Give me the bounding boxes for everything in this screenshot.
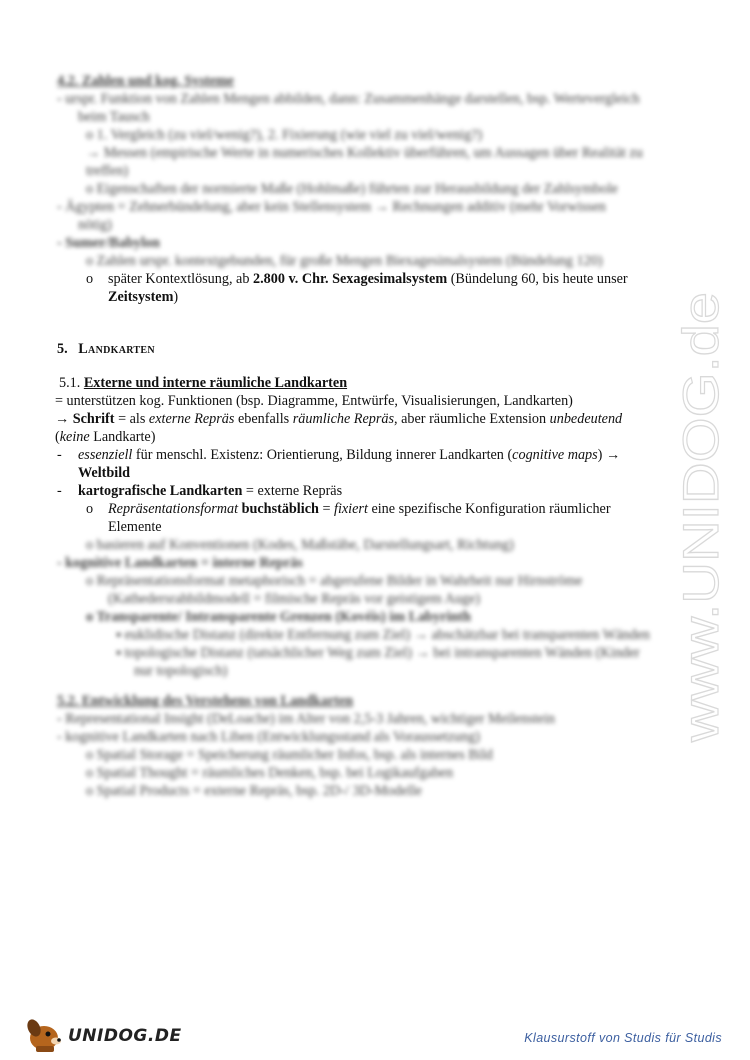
blurred-line: o basieren auf Konventionen (Kodes, Maßstäbe, Darstellungsart, Richtung) — [86, 537, 514, 553]
list-item-sexagesimal: später Kontextlösung, ab 2.800 v. Chr. Sexagesimalsystem (Bündelung 60, bis heute unser — [108, 271, 628, 287]
blurred-line: o Repräsentationsformat metaphorisch = abgerufene Bilder in Wahrheit nur Hirnströme — [86, 573, 583, 589]
blurred-line: - kognitive Landkarten nach Liben (Entwicklungsstand als Voraussetzung) — [57, 729, 481, 745]
blurred-line: nötig) — [78, 217, 112, 233]
blurred-line: - Sumer/Babylon — [57, 235, 160, 251]
blurred-line: o Spatial Products = externe Repräs, bsp. 2D-/ 3D-Modelle — [86, 783, 422, 799]
blurred-line: o Eigenschaften der normierte Maße (Hohlmaße) führten zur Herausbildung der Zahlsymbole — [86, 181, 618, 197]
blurred-line: o Transparente/ Intransparente Grenzen (Kovéis) im Labyrinth — [86, 609, 471, 625]
watermark — [640, 280, 750, 750]
blurred-line: o 1. Vergleich (zu viel/wenig?), 2. Fixierung (wie viel zu viel/wenig?) — [86, 127, 483, 143]
list-dash: - — [57, 483, 62, 499]
list-item-essenziell: essenziell für menschl. Existenz: Orientierung, Bildung innerer Landkarten (cognitive maps) → — [78, 447, 621, 463]
footer-tagline: Klausurstoff von Studis für Studis — [524, 1031, 722, 1045]
blurred-line: - Ägypten = Zehnerbündelung, aber kein Stellensystem → Rechnungen additiv (mehr Vorwissen — [57, 199, 606, 215]
dog-icon — [22, 1014, 70, 1054]
blurred-line: o Spatial Thought = räumliches Denken, bsp. bei Logikaufgaben — [86, 765, 454, 781]
blurred-line: treffen) — [86, 163, 129, 179]
paragraph-line: = unterstützen kog. Funktionen (bsp. Diagramme, Entwürfe, Visualisierungen, Landkarten) — [55, 393, 573, 409]
section-heading-5: 5. Landkarten — [57, 341, 155, 357]
paragraph-line: (keine Landkarte) — [55, 429, 156, 445]
watermark-text: www.UNIDOG.de — [673, 353, 729, 742]
paragraph-line: → Schrift = als externe Repräs ebenfalls räumliche Repräs, aber räumliche Extension unbedeutend — [55, 411, 623, 427]
list-dash: - — [57, 447, 62, 463]
blurred-line: o Zahlen urspr. kontextgebunden, für große Mengen Biexagesimalsystem (Bündelung 120) — [86, 253, 603, 269]
blurred-line: → Messen (empirische Werte in numerisches Kollektiv überführen, um Aussagen über Realität zu — [86, 145, 643, 161]
unidog-logo[interactable] — [22, 1014, 182, 1054]
list-item-kartografisch: kartografische Landkarten = externe Repräs — [78, 483, 343, 499]
blurred-line: (Kathedersrahbildmodell = filmische Repräs vor geistigem Auge) — [108, 591, 481, 607]
blurred-line: nur topologisch) — [134, 663, 228, 679]
list-bullet: o — [86, 271, 94, 287]
blurred-line: - urspr. Funktion von Zahlen Mengen abbilden, dann: Zusammenhänge darstellen, bsp. Wertevergleich — [57, 91, 640, 107]
section-heading-5-2: 5.2. Entwicklung des Verstehens von Landkarten — [57, 693, 354, 709]
blurred-line: - kognitive Landkarten = interne Repräs — [57, 555, 303, 571]
blurred-line: ▪ euklidische Distanz (direkte Entfernung zum Ziel) → abschätzbar bei transparenten Wänden — [116, 627, 650, 643]
blurred-line: beim Tausch — [78, 109, 150, 125]
list-item-format: Repräsentationsformat buchstäblich = fixiert eine spezifische Konfiguration räumlicher — [108, 501, 611, 517]
list-item-continuation: Elemente — [108, 519, 162, 535]
subsection-heading-5-1: 5.1. Externe und interne räumliche Landkarten — [59, 375, 348, 391]
logo-text: UNIDOG.DE — [68, 1026, 182, 1046]
section-heading-4-2: 4.2. Zahlen und kog. Systeme — [57, 73, 234, 89]
list-item-continuation: Weltbild — [78, 465, 131, 481]
list-item-continuation: Zeitsystem) — [108, 289, 179, 305]
blurred-line: ▪ topologische Distanz (tatsächlicher Weg zum Ziel) → bei intransparenten Wänden (Kinder — [116, 645, 640, 661]
list-bullet: o — [86, 501, 94, 517]
blurred-line: o Spatial Storage = Speicherung räumlicher Infos, bsp. als internes Bild — [86, 747, 493, 763]
blurred-line: - Representational Insight (DeLoache) im Alter von 2,5-3 Jahren, wichtiger Meilenstein — [57, 711, 555, 727]
